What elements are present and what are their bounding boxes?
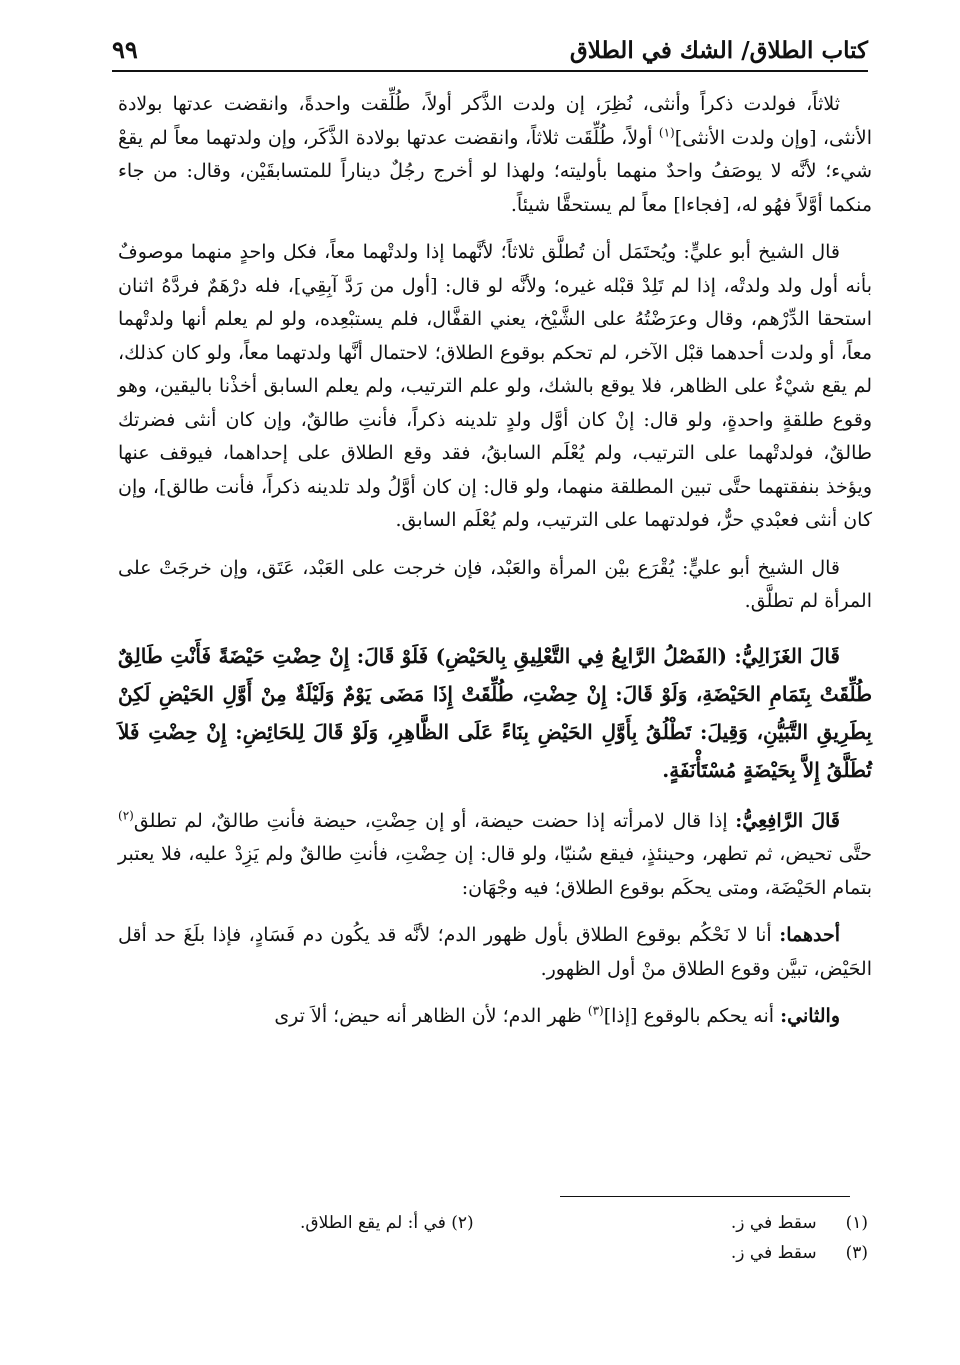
- footnote-separator: [560, 1196, 850, 1197]
- matn-paragraph: [118, 637, 872, 789]
- paragraph: [118, 88, 872, 222]
- footnote: [731, 1238, 868, 1268]
- commentary-text: إذا قال لامرأته إذا حضت حيضة، أو إن حِضْتِ، حيضة فأنتِ طالقٌ، لم تطلق: [133, 809, 728, 832]
- page-number: ٩٩: [112, 35, 138, 64]
- footnote-text: سقط في ز.: [730, 1213, 817, 1233]
- wajh-text: ظهر الدم؛ لأن الظاهر أنه حيض؛ ألاَ ترى: [274, 1005, 582, 1027]
- paragraph-text: ثلاثاً، فولدت ذكراً وأنثى، نُظِرَ، إن ولدت الذَّكر أولاً، طُلِّقت واحدةً، وانقضت عدتها بولادة الأنثى، [وإن ولدت الأنثى]: [118, 93, 872, 149]
- wajh-text: أنا لا نَحْكُم بوقوع الطلاق بأول ظهور الدم؛ لأنَّه قد يكُون دم فَسَادٍ، فإذا بلَغَ حد أقل الحَيْض، تبيَّن وقوع الطلاق منْ أول الظهور.: [118, 924, 872, 980]
- paragraph-text: أولاً، طُلِّقَت ثلاثاً، وانقضت عدتها بولادة الذَّكَر، وإن ولدتهما معاً لم يقعْ شيء؛ لأنَّه لا يوصَفُ واحدٌ منهما بأوليته؛ ولهذا لو أخرج رجُلٌ ديناراً للمتسابقَيْن، وقال: من جاء منكما أوَّلاً فهُو له، [فجاءا] معاً لم يستحقَّا شيئاً.: [118, 126, 872, 216]
- commentary-text: حتَّى تحيض، ثم تطهر، وحينئذٍ، فيقع سُنيّا، ولو قال: إن حِضْتِ، فأنتِ طالقٌ ولم يَزِدْ عليه، فلا يعتبر بتمام الحَيْضَة، ومتى يحكَم بوقوع الطلاق؛ فيه وجْهَان:: [118, 843, 872, 899]
- matn-text: (الفَصْلُ الرَّابِعُ فِي التَّعْلِيقِ بِالحَيْضِ) فَلَوْ قَالَ: إِنْ حِضْتِ حَيْضَةً فَأَنْتِ طَالِقٌ طُلِّقَتْ بِتَمَامِ الحَيْضَةِ، وَلَوْ قَالَ: إِنْ حِضْتِ، طُلِّقَتْ إِذَا مَضَى يَوْمٌ وَلَيْلَةٌ مِنْ أَوَّلِ الحَيْضِ لَكِنْ بِطَرِيقِ التَّبَيُّنِ، وَقِيلَ: تَطْلُقُ بِأَوَّلِ الحَيْضِ بِنَاءً عَلَى الظَّاهِرِ، وَلَوْ قَالَ لِلحَائِضِ: إِنْ حِضْتِ فَلاَ تُطَلَّقُ إِلاَّ بِحَيْضَةٍ مُسْتَأْنَفَةٍ.: [118, 643, 872, 782]
- footnote: [731, 1208, 868, 1238]
- running-title: كتاب الطلاق/ الشك في الطلاق: [569, 37, 868, 64]
- paragraph: قال الشيخ أبو عليٍّ: يُقْرَع بيْن المرأة والعَبْد، فإن خرجت على العَبْد، عَتَق، وإن خرجَتْ على المرأة لم تطلَّق.: [118, 556, 872, 612]
- wajh-lead: أحدهما:: [779, 924, 840, 946]
- footnote-column: [731, 1208, 868, 1268]
- footnote-column: [300, 1208, 474, 1268]
- paragraph: قال الشيخ أبو عليٍّ: ويُحتَمَل أن تُطلَّق ثلاثاً؛ لأنَّهما إذا ولدتْهما معاً، فكل واحدٍ منهما موصوفٌ بأنه أول ولد ولدتْه، إذا لم تَلِدْ قبْله غيره؛ ولأنَّه لو قال: [أول من رَدَّ آبِقِي]، فله درْهَمٌ فردَّهُ اثنان استحقا الدِّرْهم، وقال وعرَضْتُهُ على الشَّيْخ، يعني القفَّال، فلم يستبْعِده، ولو لم يعلم أنها ولدتْهما معاً، أو ولدت أحدهما قبْل الآخر، لم تحكم بوقوع الطلاق؛ لاحتمال أنَّها ولدتهما معاً، ولو كان كذلك، لم يقع شيْءٌ على الظاهر، فلا يوقع بالشك، ولو علم الترتيب، ولم يعلم السابق أخذْنا باليقين، وهو وقوع طلقةٍ واحدةٍ، ولو قال: إنْ كان أوَّل ولدٍ تلدينه ذكراً، فأنتِ طالقٌ، وإن كان أنثى فضرتك طالقٌ، فولدتْهما على الترتيب، ولم يُعْلَم السابقُ، فقد وقع الطلاق على إحداهما، فيوقف عنها ويؤخذ بنفقتهما حتَّى تبين المطلقة منهما، ولو قال: إن كان أوَّلُ ولد تلدينه ذكراً، فأنت طالق]، وإن كان أنثى فعبْدي حرٌّ، فولدتهما على الترتيب، ولم يُعْلَم السابق.: [118, 241, 872, 531]
- footnotes: [300, 1208, 868, 1268]
- commentary-paragraph: [118, 805, 872, 906]
- footnote-text: في أ: لم يقع الطلاق.: [300, 1213, 446, 1233]
- footnote-text: سقط في ز.: [730, 1243, 817, 1263]
- footnote-ref: (١): [658, 125, 675, 140]
- matn-lead: قَالَ الغَزَالِيُّ:: [734, 643, 840, 668]
- footnote-number: (١): [845, 1213, 868, 1233]
- wajh-paragraph: [118, 1000, 872, 1034]
- page-body: [118, 88, 872, 1048]
- footnote: [300, 1208, 474, 1238]
- page-header: [112, 26, 868, 72]
- footnote-number: (٣): [845, 1243, 868, 1263]
- footnote-ref: (٢): [118, 808, 134, 823]
- footnote-number: (٢): [451, 1213, 474, 1233]
- wajh-paragraph: [118, 919, 872, 986]
- wajh-lead: والثاني:: [780, 1005, 840, 1027]
- footnote-ref: (٣): [587, 1003, 604, 1018]
- commentary-lead: قَالَ الرَّافِعِيُّ:: [735, 809, 840, 832]
- wajh-text: أنه يحكم بالوقوع [إذا]: [603, 1005, 775, 1027]
